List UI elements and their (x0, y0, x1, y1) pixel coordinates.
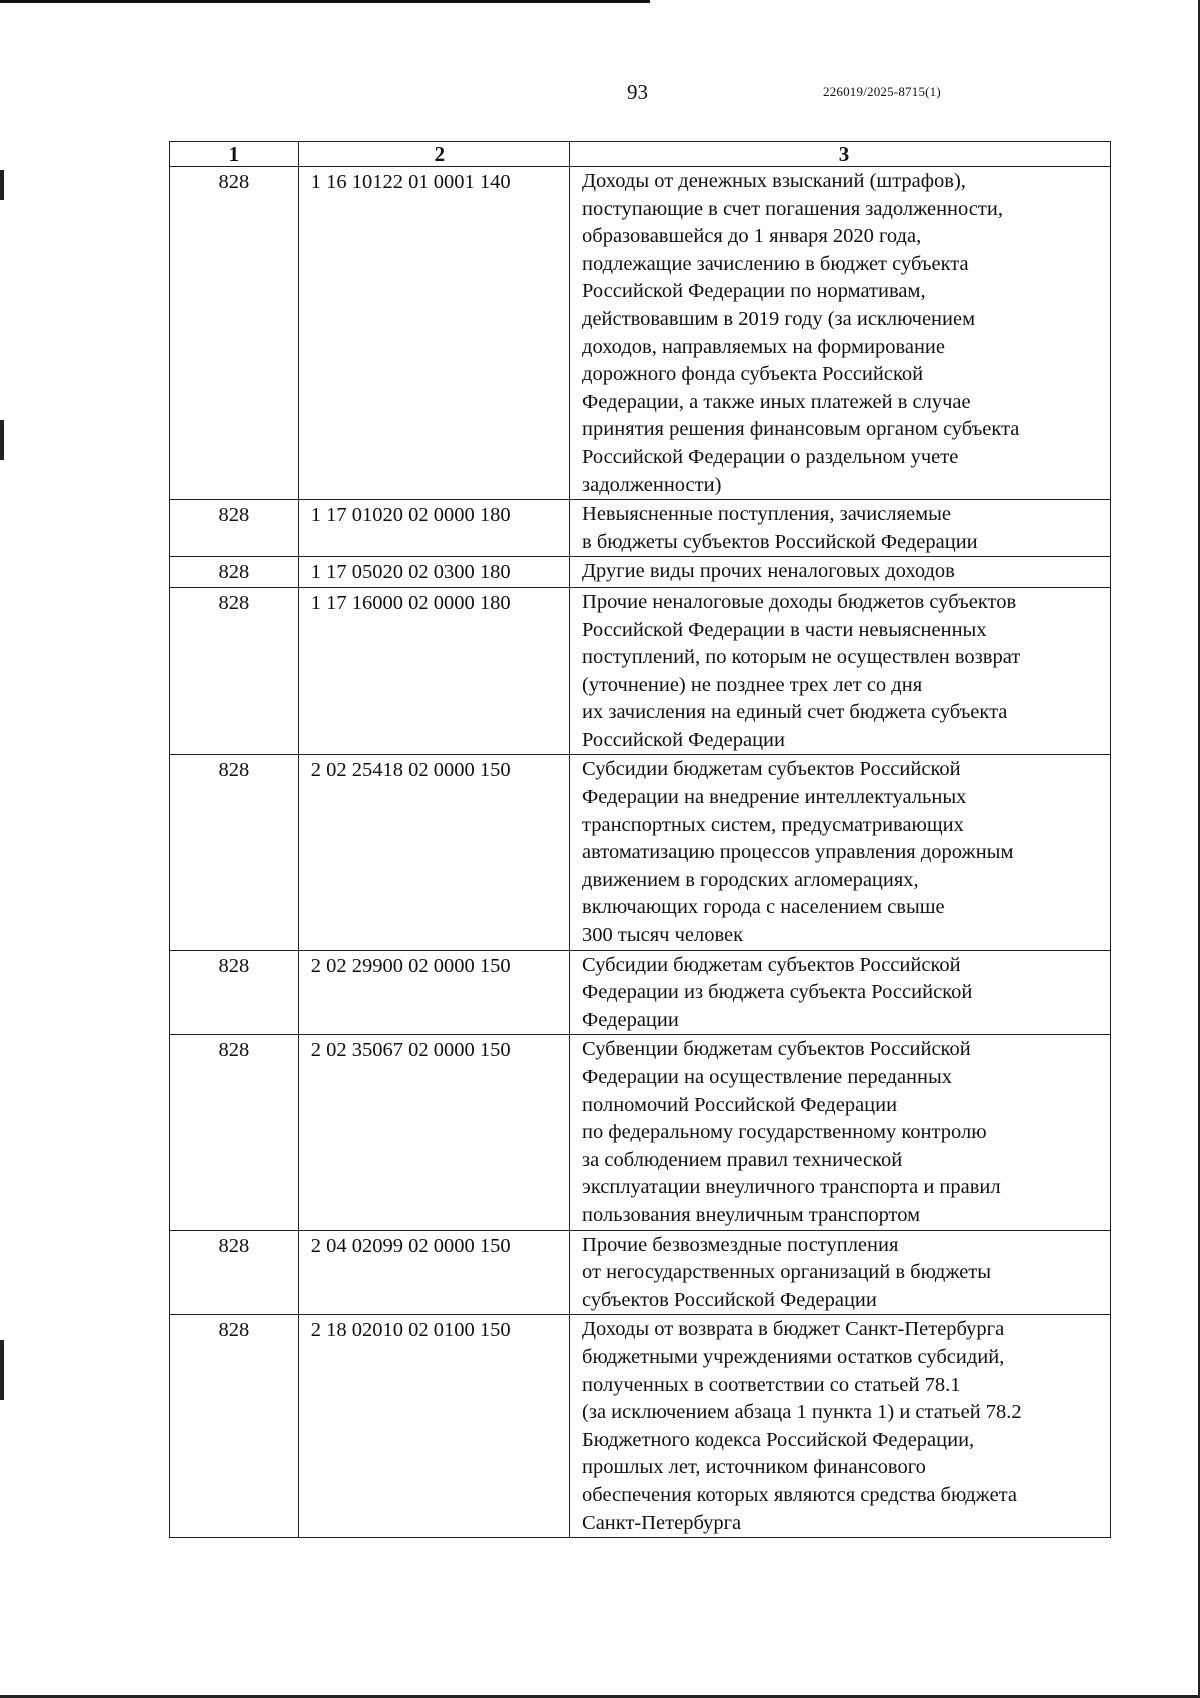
scan-edge-left-mark (0, 170, 4, 200)
scan-edge-left-mark (0, 1340, 4, 1400)
income-description: Доходы от возврата в бюджет Санкт-Петербурга бюджетными учреждениями остатков субсидий, полученных в соответствии со статьей 78.1 (за исключением абзаца 1 пункта 1) и статьей 78.2 Бюджетного кодекса Российской Федерации, прошлых лет, источником финансового обеспечения которых являются средства бюджета Санкт-Петербурга (582, 1318, 1022, 1534)
description-cell (570, 1230, 1111, 1315)
admin-code-cell (170, 587, 299, 755)
description-cell (570, 755, 1111, 950)
admin-code: 828 (218, 504, 250, 527)
admin-code-cell (170, 1315, 299, 1538)
income-description: Невыясненные поступления, зачисляемые в бюджеты субъектов Российской Федерации (582, 503, 978, 553)
table-row (170, 1315, 1111, 1538)
admin-code-cell (170, 1035, 299, 1230)
table-row (170, 587, 1111, 755)
kbk-code-cell (298, 1230, 569, 1315)
budget-codes-table (169, 141, 1111, 1538)
admin-code: 828 (218, 591, 250, 614)
table-header-row (170, 142, 1111, 167)
document-id: 226019/2025-8715(1) (823, 84, 941, 99)
admin-code-cell (170, 1230, 299, 1315)
kbk-code-cell (298, 557, 569, 588)
kbk-code: 1 17 01020 02 0000 180 (310, 504, 511, 527)
kbk-code-cell (298, 587, 569, 755)
income-description: Субсидии бюджетам субъектов Российской Федерации из бюджета субъекта Российской Федерации (582, 953, 973, 1031)
kbk-code-cell (298, 755, 569, 950)
table-row (170, 1035, 1111, 1230)
income-description: Доходы от денежных взысканий (штрафов), поступающие в счет погашения задолженности, образовавшейся до 1 января 2020 года, подлежащие зачислению в бюджет субъекта Российской Федерации по нормативам, действовавшим в 2019 году (за исключением доходов, направляемых на формирование дорожного фонда субъекта Российской Федерации, а также иных платежей в случае принятия решения финансовым органом субъекта Российской Федерации о раздельном учете задолженности) (582, 170, 1020, 496)
description-cell (570, 557, 1111, 588)
kbk-code: 1 17 16000 02 0000 180 (310, 591, 511, 614)
income-description: Другие виды прочих неналоговых доходов (582, 560, 955, 583)
admin-code-cell (170, 167, 299, 500)
table-row (170, 950, 1111, 1035)
admin-code: 828 (218, 561, 250, 584)
income-description: Прочие безвозмездные поступления от негосударственных организаций в бюджеты субъектов Российской Федерации (582, 1233, 992, 1311)
table-row (170, 557, 1111, 588)
description-cell (570, 587, 1111, 755)
admin-code: 828 (218, 1319, 250, 1342)
kbk-code-cell (298, 1035, 569, 1230)
description-cell (570, 1315, 1111, 1538)
scan-edge-top (0, 0, 650, 3)
table-row (170, 167, 1111, 500)
admin-code: 828 (218, 954, 250, 977)
kbk-code: 1 16 10122 01 0001 140 (310, 171, 511, 193)
description-cell (570, 500, 1111, 557)
description-cell (570, 950, 1111, 1035)
income-description: Прочие неналоговые доходы бюджетов субъектов Российской Федерации в части невыясненных поступлений, по которым не осуществлен возврат (уточнение) не позднее трех лет со дня их зачисления на единый счет бюджета субъекта Российской Федерации (582, 590, 1021, 751)
admin-code-cell (170, 500, 299, 557)
table-row (170, 1230, 1111, 1315)
kbk-code: 1 17 05020 02 0300 180 (310, 561, 511, 584)
kbk-code-cell (298, 500, 569, 557)
table-row (170, 500, 1111, 557)
admin-code: 828 (218, 759, 250, 782)
admin-code: 828 (218, 1234, 250, 1257)
description-cell (570, 167, 1111, 500)
admin-code-cell (170, 950, 299, 1035)
income-description: Субсидии бюджетам субъектов Российской Федерации на внедрение интеллектуальных транспортных систем, предусматривающих автоматизацию процессов управления дорожным движением в городских агломерациях, включающих города с населением свыше 300 тысяч человек (582, 758, 1014, 947)
kbk-code-cell (298, 950, 569, 1035)
admin-code-cell (170, 755, 299, 950)
description-cell (570, 1035, 1111, 1230)
column-header: 3 (570, 142, 1111, 167)
kbk-code-cell (298, 167, 569, 500)
kbk-code: 2 18 02010 02 0100 150 (310, 1319, 511, 1342)
column-header: 2 (298, 142, 569, 167)
kbk-code: 2 02 25418 02 0000 150 (310, 759, 511, 782)
admin-code: 828 (218, 171, 250, 193)
kbk-code: 2 02 29900 02 0000 150 (310, 954, 511, 977)
kbk-code: 2 02 35067 02 0000 150 (310, 1039, 511, 1062)
column-header: 1 (170, 142, 299, 167)
page-number: 93 (627, 80, 648, 104)
scan-edge-left-mark (0, 420, 4, 460)
admin-code-cell (170, 557, 299, 588)
table-body (170, 167, 1111, 1538)
income-description: Субвенции бюджетам субъектов Российской Федерации на осуществление переданных полномочий Российской Федерации по федеральному государственному контролю за соблюдением правил технической эксплуатации внеуличного транспорта и правил пользования внеуличным транспортом (582, 1038, 1001, 1226)
table-row (170, 755, 1111, 950)
kbk-code: 2 04 02099 02 0000 150 (310, 1234, 511, 1257)
admin-code: 828 (218, 1039, 250, 1062)
kbk-code-cell (298, 1315, 569, 1538)
